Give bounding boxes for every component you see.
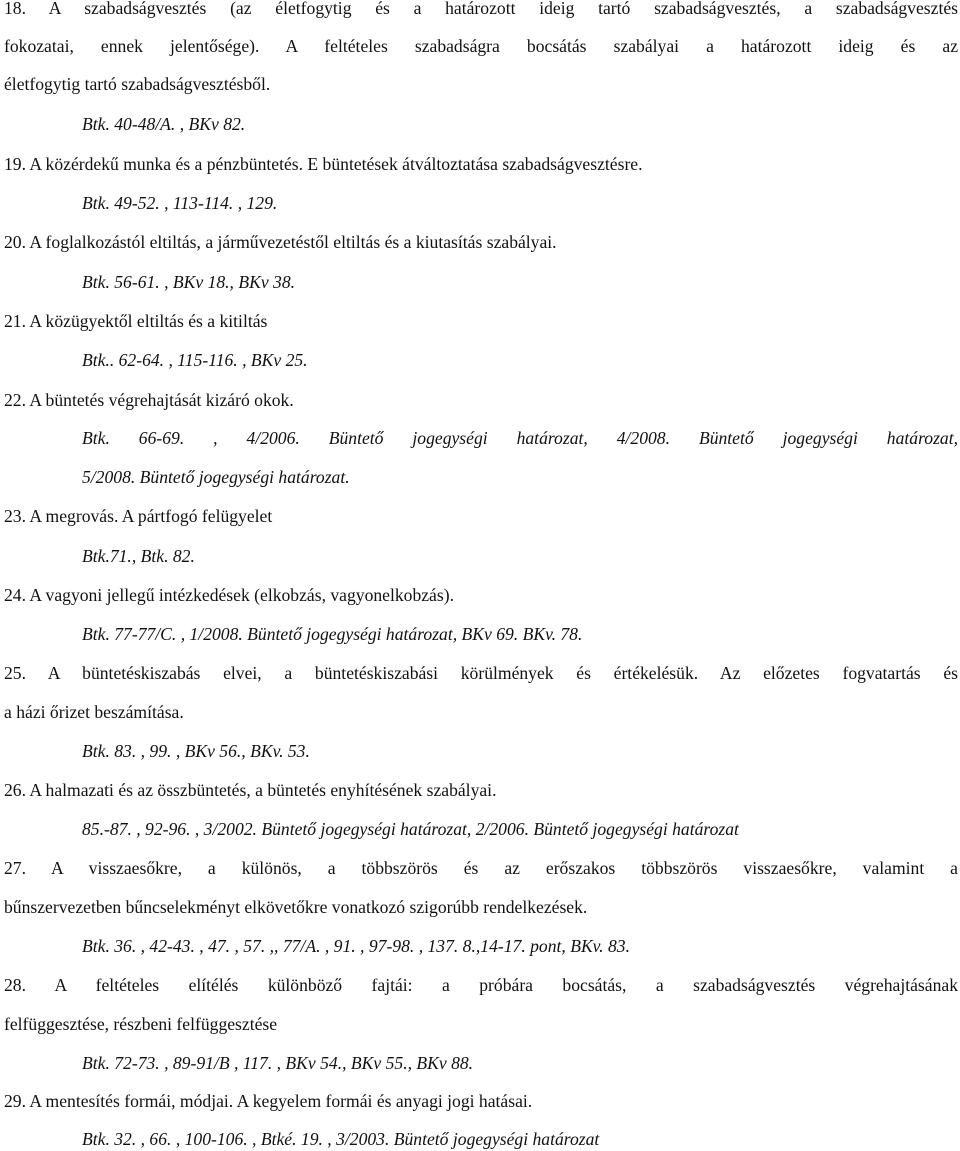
item-27-references: Btk. 36. , 42-43. , 47. , 57. ,, 77/A. , 91. , 97-98. , 137. 8.,14-17. pont, BKv. 83.	[82, 936, 630, 956]
item-25-line-1: 25. A büntetéskiszabás elvei, a büntetéskiszabási körülmények és értékelésük. Az előzetes fogvatartás és	[4, 663, 958, 683]
item-26-heading: 26. A halmazati és az összbüntetés, a büntetés enyhítésének szabályai.	[4, 780, 497, 800]
item-29-references: Btk. 32. , 66. , 100-106. , Btké. 19. , 3/2003. Büntető jogegységi határozat	[82, 1129, 600, 1149]
item-19-references: Btk. 49-52. , 113-114. , 129.	[82, 193, 278, 213]
item-22-heading: 22. A büntetés végrehajtását kizáró okok.	[4, 390, 294, 410]
item-28-line-1: 28. A feltételes elítélés különböző fajtái: a próbára bocsátás, a szabadságvesztés végrehajtásának	[4, 975, 958, 995]
item-22-references-line-2: 5/2008. Büntető jogegységi határozat.	[82, 467, 350, 487]
item-23-heading: 23. A megrovás. A pártfogó felügyelet	[4, 506, 273, 526]
item-27-line-2: bűnszervezetben bűncselekményt elkövetőkre vonatkozó szigorúbb rendelkezések.	[4, 897, 588, 917]
item-18-references: Btk. 40-48/A. , BKv 82.	[82, 114, 246, 134]
item-20-heading: 20. A foglalkozástól eltiltás, a járművezetéstől eltiltás és a kiutasítás szabályai.	[4, 232, 557, 252]
item-23-references: Btk.71., Btk. 82.	[82, 546, 195, 566]
item-18-line-3: életfogytig tartó szabadságvesztésből.	[4, 74, 271, 94]
item-21-heading: 21. A közügyektől eltiltás és a kitiltás	[4, 311, 268, 331]
item-24-references: Btk. 77-77/C. , 1/2008. Büntető jogegységi határozat, BKv 69. BKv. 78.	[82, 624, 583, 644]
item-28-line-2: felfüggesztése, részbeni felfüggesztése	[4, 1014, 278, 1034]
item-26-references: 85.-87. , 92-96. , 3/2002. Büntető jogegységi határozat, 2/2006. Büntető jogegységi határozat	[82, 819, 739, 839]
item-18-line-1: 18. A szabadságvesztés (az életfogytig és a határozott ideig tartó szabadságvesztés, a szabadságvesztés	[4, 0, 958, 18]
item-19-heading: 19. A közérdekű munka és a pénzbüntetés. E büntetések átváltoztatása szabadságvesztésre.	[4, 154, 643, 174]
item-28-references: Btk. 72-73. , 89-91/B , 117. , BKv 54., BKv 55., BKv 88.	[82, 1053, 474, 1073]
item-25-line-2: a házi őrizet beszámítása.	[4, 702, 184, 722]
item-22-references-line-1: Btk. 66-69. , 4/2006. Büntető jogegységi határozat, 4/2008. Büntető jogegységi határozat,	[82, 428, 958, 448]
item-27-line-1: 27. A visszaesőkre, a különös, a többszörös és az erőszakos többszörös visszaesőkre, valamint a	[4, 858, 958, 878]
item-29-heading: 29. A mentesítés formái, módjai. A kegyelem formái és anyagi jogi hatásai.	[4, 1091, 533, 1111]
item-21-references: Btk.. 62-64. , 115-116. , BKv 25.	[82, 350, 308, 370]
item-18-line-2: fokozatai, ennek jelentősége). A feltételes szabadságra bocsátás szabályai a határozott ideig és az	[4, 36, 958, 56]
item-25-references: Btk. 83. , 99. , BKv 56., BKv. 53.	[82, 741, 310, 761]
item-20-references: Btk. 56-61. , BKv 18., BKv 38.	[82, 272, 296, 292]
item-24-heading: 24. A vagyoni jellegű intézkedések (elkobzás, vagyonelkobzás).	[4, 585, 454, 605]
